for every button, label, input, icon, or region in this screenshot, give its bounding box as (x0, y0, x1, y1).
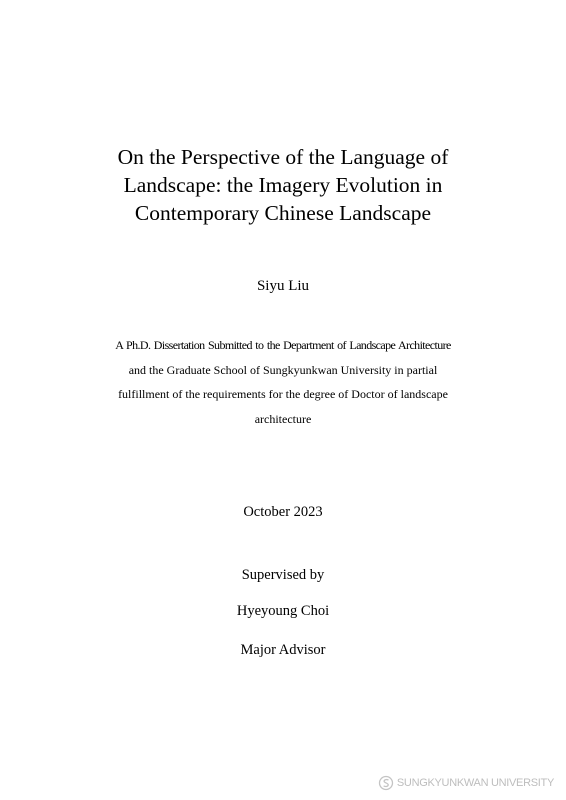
author-name: Siyu Liu (256, 278, 310, 294)
advisor-name: Hyeyoung Choi (236, 603, 330, 619)
statement-line-2: and the Graduate School of Sungkyunkwan University in partial (128, 362, 438, 377)
statement-line-1: A Ph.D. Dissertation Submitted to the Department of Landscape Architecture (115, 338, 451, 352)
thesis-title (60, 143, 506, 227)
submission-date: October 2023 (243, 504, 323, 520)
supervised-by-label: Supervised by (241, 567, 325, 583)
thesis-title-line-2: Landscape: the Imagery Evolution in (123, 173, 443, 197)
thesis-title-line-3: Contemporary Chinese Landscape (134, 201, 432, 225)
statement-line-4: architecture (254, 411, 312, 426)
advisor-role: Major Advisor (240, 642, 326, 658)
university-watermark (378, 775, 554, 791)
university-emblem-icon (378, 775, 394, 791)
statement-line-3: fulfillment of the requirements for the degree of Doctor of landscape (118, 387, 448, 401)
thesis-title-line-1: On the Perspective of the Language of (117, 145, 449, 169)
dissertation-statement (80, 333, 486, 431)
watermark-text: SUNGKYUNKWAN UNIVERSITY (396, 777, 554, 789)
